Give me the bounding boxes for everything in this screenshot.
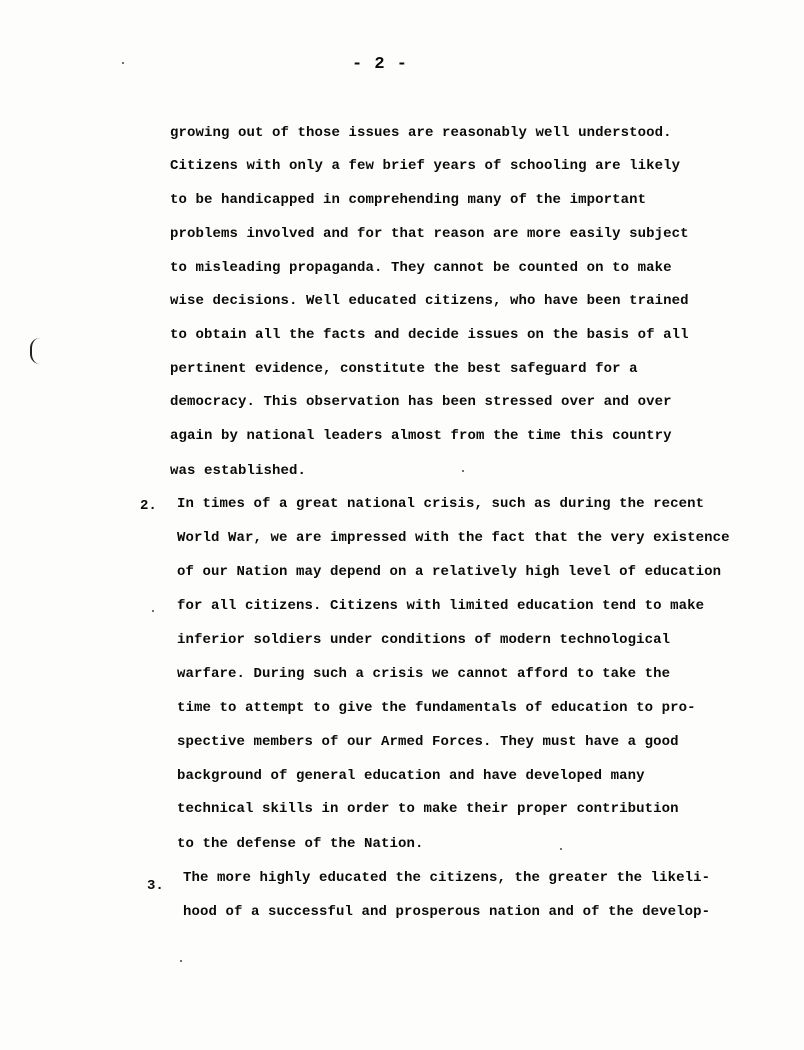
text-line: for all citizens. Citizens with limited education tend to make — [177, 598, 705, 614]
text-line: hood of a successful and prosperous nation and of the develop- — [183, 904, 711, 920]
scan-speck — [122, 62, 124, 64]
text-line: again by national leaders almost from the time this country — [170, 428, 672, 444]
scan-speck — [180, 960, 182, 962]
text-line: problems involved and for that reason are more easily subject — [170, 226, 689, 242]
text-line: warfare. During such a crisis we cannot afford to take the — [177, 666, 671, 682]
text-line: spective members of our Armed Forces. They must have a good — [177, 734, 679, 750]
text-line: time to attempt to give the fundamentals of education to pro- — [177, 700, 696, 716]
text-line: democracy. This observation has been stressed over and over — [170, 394, 672, 410]
text-line: pertinent evidence, constitute the best safeguard for a — [170, 361, 638, 377]
scan-speck — [560, 848, 562, 850]
item-number: 3. — [147, 878, 164, 894]
scan-speck — [152, 610, 154, 612]
text-line: to be handicapped in comprehending many of the important — [170, 192, 647, 208]
text-line: Citizens with only a few brief years of schooling are likely — [170, 158, 681, 174]
text-line: to obtain all the facts and decide issues on the basis of all — [170, 327, 689, 343]
text-line: inferior soldiers under conditions of modern technological — [177, 632, 671, 648]
scan-speck — [462, 470, 464, 472]
text-line: to misleading propaganda. They cannot be counted on to make — [170, 260, 672, 276]
page-number: - 2 - — [352, 55, 409, 74]
text-line: World War, we are impressed with the fact that the very existence — [177, 530, 730, 546]
text-line: was established. — [170, 463, 307, 479]
text-line: of our Nation may depend on a relatively high level of education — [177, 564, 722, 580]
text-line: background of general education and have developed many — [177, 768, 645, 784]
text-line: technical skills in order to make their proper contribution — [177, 801, 679, 817]
text-line: to the defense of the Nation. — [177, 836, 424, 852]
text-line: In times of a great national crisis, such as during the recent — [177, 496, 705, 512]
text-line: growing out of those issues are reasonably well understood. — [170, 125, 672, 141]
text-line: wise decisions. Well educated citizens, who have been trained — [170, 293, 689, 309]
item-number: 2. — [140, 498, 157, 514]
text-line: The more highly educated the citizens, the greater the likeli- — [183, 870, 711, 886]
margin-mark — [30, 338, 42, 364]
